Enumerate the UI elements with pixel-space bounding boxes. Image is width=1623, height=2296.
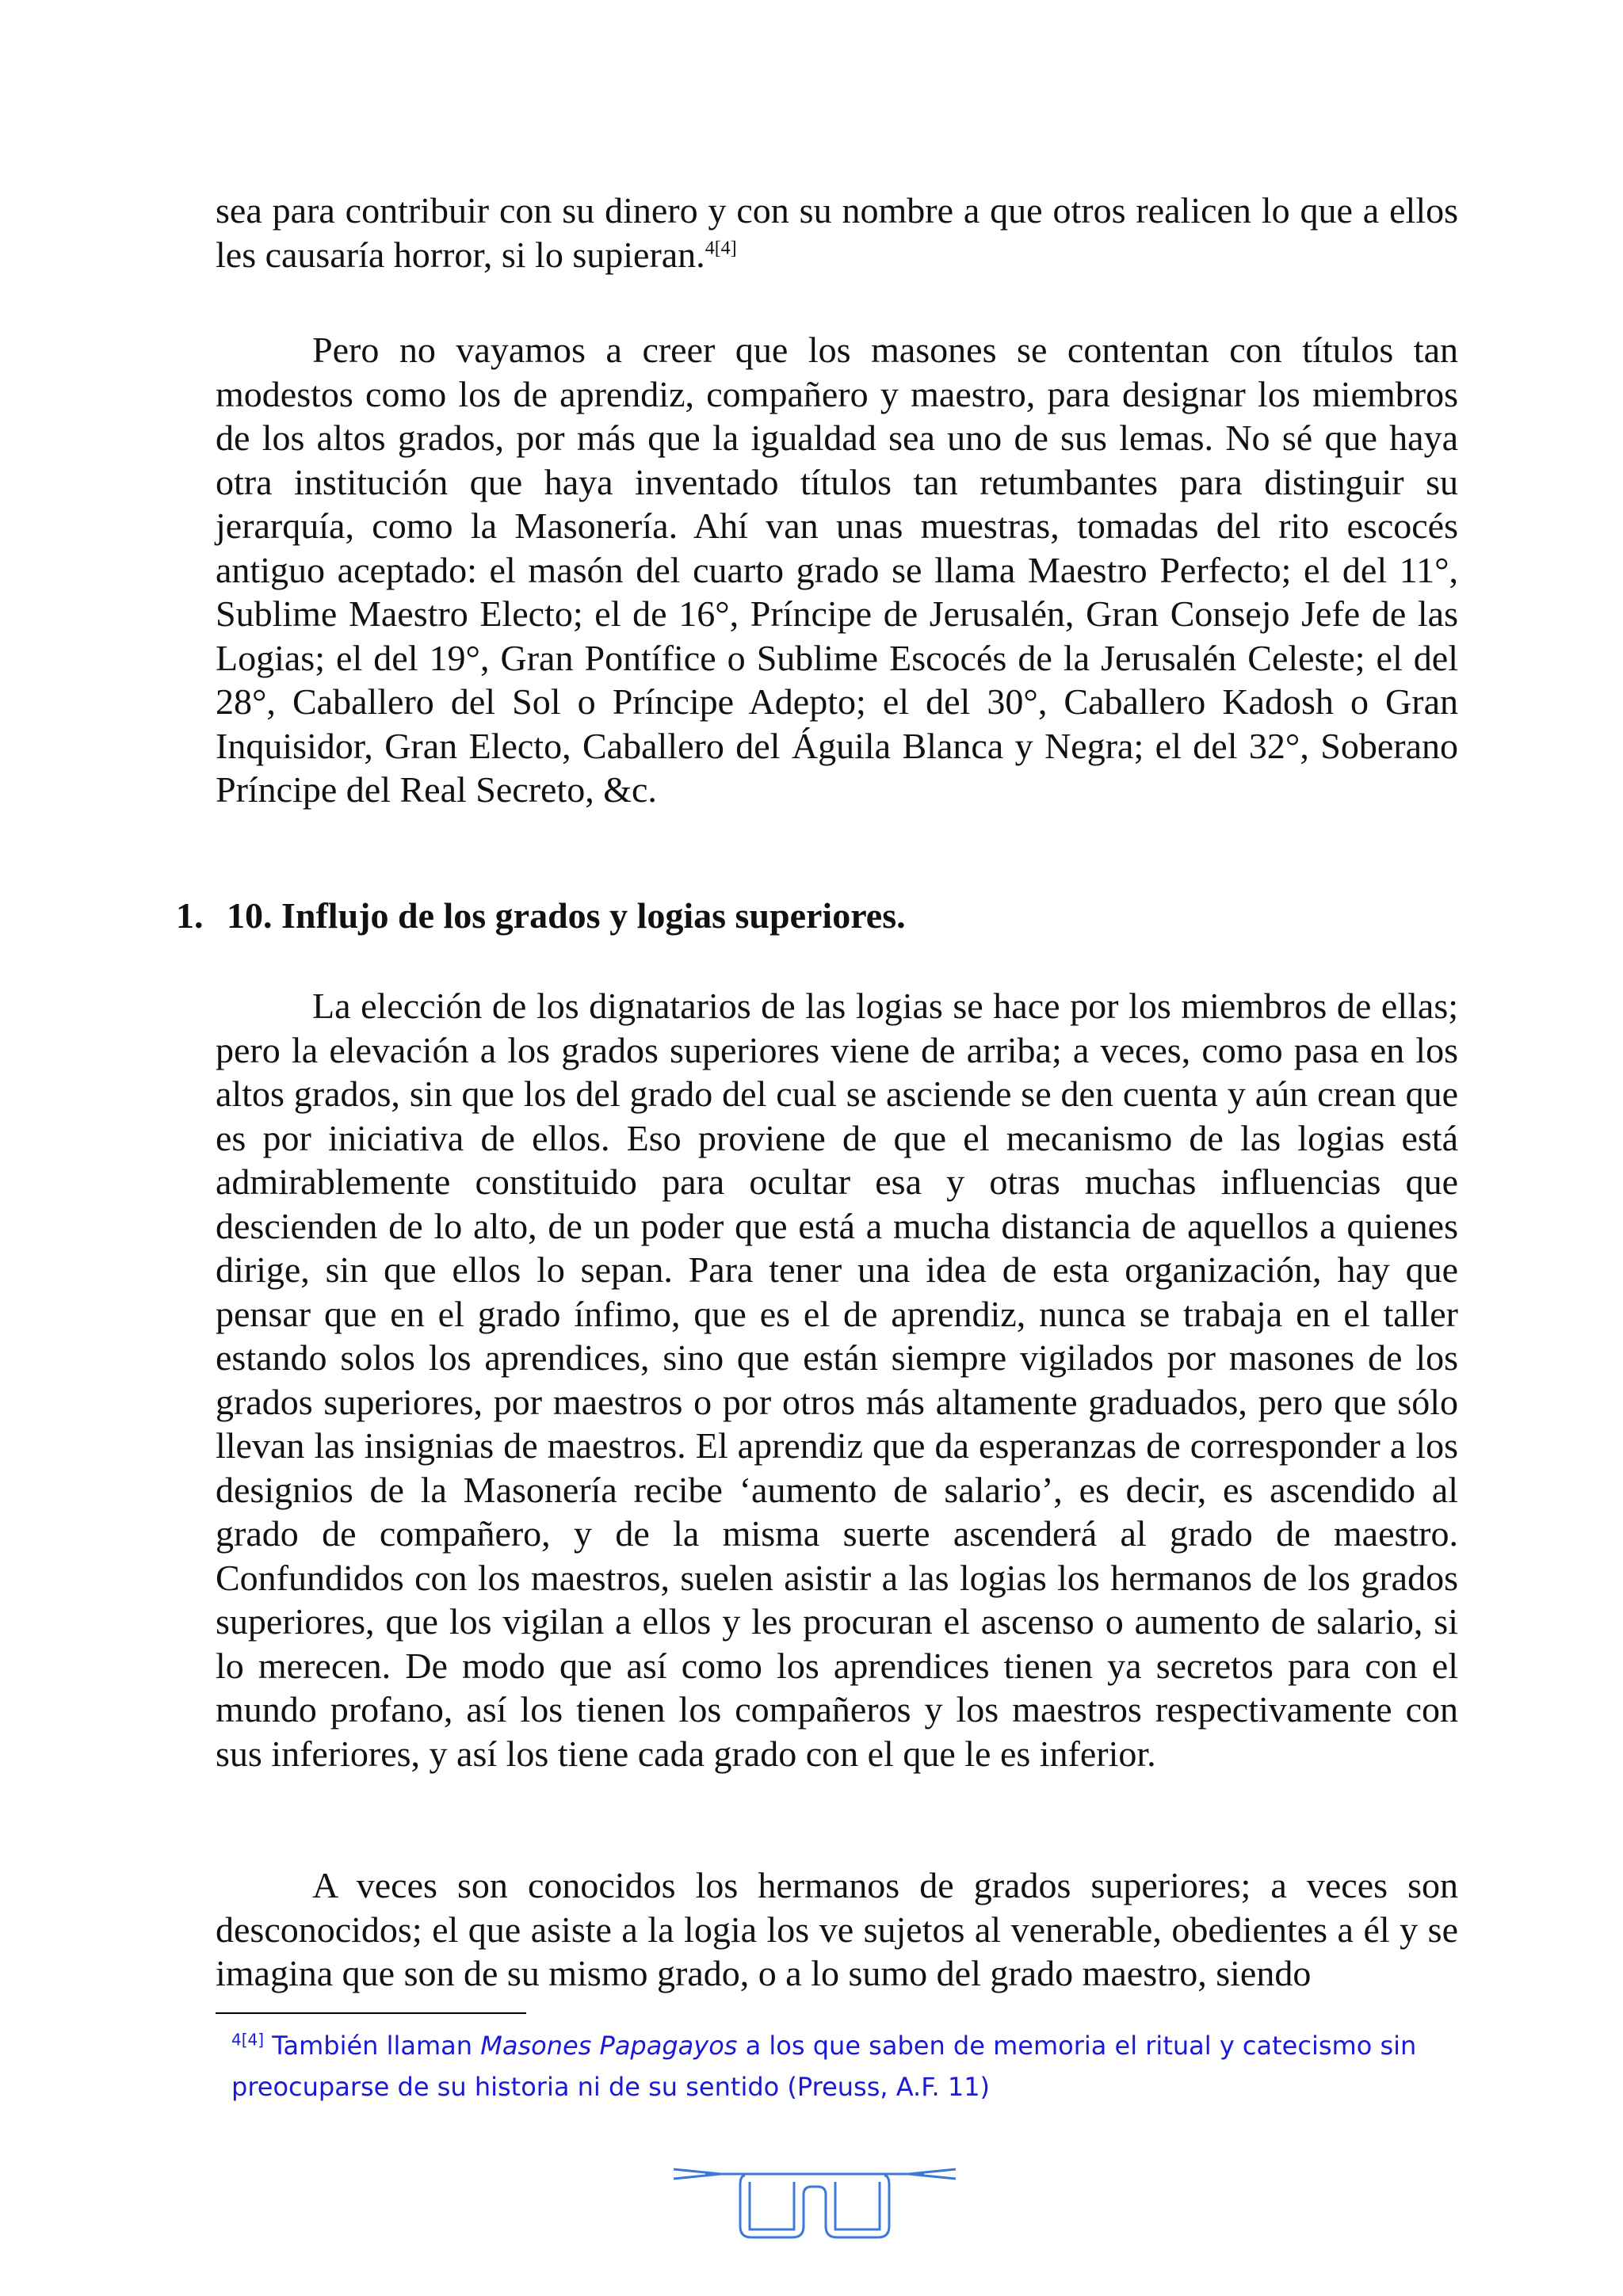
paragraph-2: Pero no vayamos a creer que los masones se contentan con títulos tan modestos como los de aprendiz, compañero y maestro, para designar los miembros de los altos grados, por más que la igualdad sea uno de sus lemas. No sé que haya otra institución que haya inventado títulos tan retumbantes para distinguir su jerarquía, como la Masonería. Ahí van unas muestras, tomadas del rito escocés antiguo aceptado: el masón del cuarto grado se llama Maestro Perfecto; el del 11°, Sublime Maestro Electo; el de 16°, Príncipe de Jerusalén, Gran Consejo Jefe de las Logias; el del 19°, Gran Pontífice o Sublime Escocés de la Jerusalén Celeste; el del 28°, Caballero del Sol o Príncipe Adepto; el del 30°, Caballero Kadosh o Gran Inquisidor, Gran Electo, Caballero del Águila Blanca y Negra; el del 32°, Soberano Príncipe del Real Secreto, &c.: [216, 330, 1458, 810]
footnote-italic-term: Masones Papagayos: [480, 2031, 738, 2061]
paragraph-3: La elección de los dignatarios de las logias se hace por los miembros de ellas; pero la elevación a los grados superiores viene de arriba; a veces, como pasa en los altos grados, sin que los del grado del cual se asciende se den cuenta y aún crean que es por iniciativa de ellos. Eso proviene de que el mecanismo de las logias está admirablemente constituido para ocultar esa y otras muchas influencias que descienden de lo alto, de un poder que está a mucha distancia de aquellos a quienes dirige, sin que ellos lo sepan. Para tener una idea de esta organización, hay que pensar que en el grado ínfimo, que es el de aprendiz, nunca se trabaja en el taller estando solos los aprendices, sino que están siempre vigilados por masones de los grados superiores, por maestros o por otros más altamente graduados, pero que sólo llevan las insignias de maestros. El aprendiz que da esperanzas de corresponder a los designios de la Masonería recibe ‘aumento de salario’, es decir, es ascendido al grado de compañero, y de la misma suerte ascenderá al grado de maestro. Confundidos con los maestros, suelen asistir a las logias los hermanos de los grados superiores, que los vigilan a ellos y les procuran el ascenso o aumento de salario, si lo merecen. De modo que así como los aprendices tienen ya secretos para con el mundo profano, así los tienen los compañeros y los maestros respectivamente con sus inferiores, y así los tiene cada grado con el que le es inferior.: [216, 986, 1458, 1774]
paragraph-1-text: sea para contribuir con su dinero y con su nombre a que otros realicen lo que a ellos les causaría horror, si lo supieran.: [216, 190, 1458, 275]
footnote-text-end: a los que saben de memoria el ritual y catecismo sin preocuparse de su historia ni de su sentido (Preuss, A.F. 11): [231, 2031, 1417, 2102]
section-heading: [176, 894, 1458, 937]
footnote-separator: [216, 2012, 526, 2014]
footnote-reference[interactable]: 4[4]: [705, 238, 737, 259]
footnote-text-start: También llaman: [272, 2031, 481, 2061]
section-title: 10. Influjo de los grados y logias superiores.: [227, 895, 906, 936]
footnote-number: 4[4]: [231, 2030, 265, 2050]
footnote: [231, 2025, 1452, 2107]
paragraph-1: [216, 189, 1458, 277]
paragraph-4: A veces son conocidos los hermanos de grados superiores; a veces son desconocidos; el que asiste a la logia los ve sujetos al venerable, obedientes a él y se imagina que son de su mismo grado, o a lo sumo del grado maestro, siendo: [216, 1865, 1458, 1993]
page-ornament-icon: [674, 2163, 956, 2250]
section-number: 1.: [176, 895, 204, 936]
